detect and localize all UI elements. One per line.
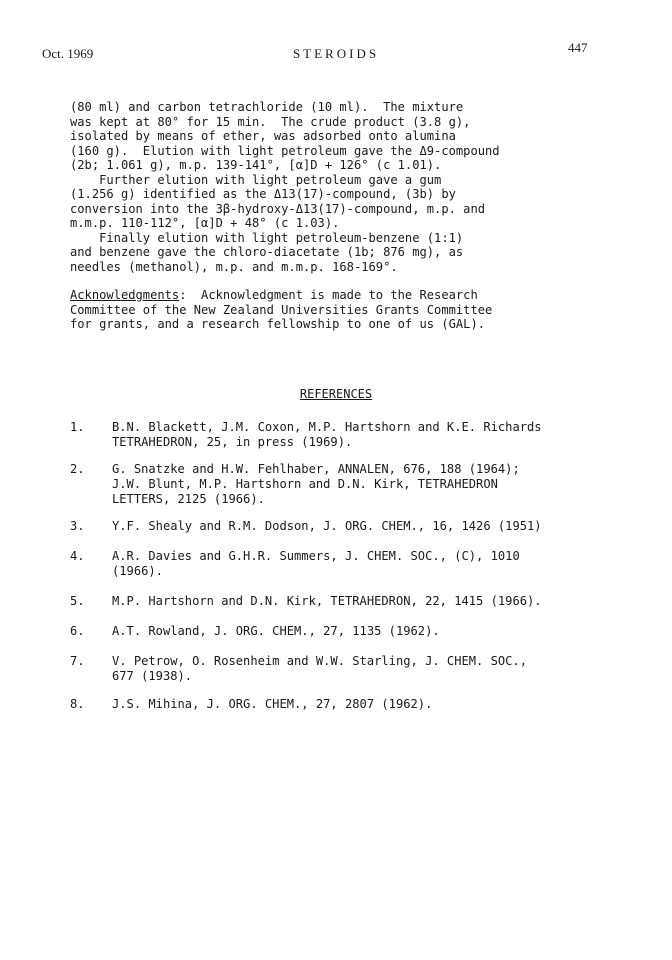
- text-line: for grants, and a research fellowship to one of us (GAL).: [70, 317, 486, 331]
- reference-line: M.P. Hartshorn and D.N. Kirk, TETRAHEDRON, 22, 1415 (1966).: [112, 594, 542, 608]
- text-line: was kept at 80° for 15 min. The crude product (3.8 g),: [70, 114, 471, 129]
- acknowledgments-line: [70, 288, 640, 303]
- page-number: 447: [568, 40, 588, 55]
- references-heading: REFERENCES: [299, 387, 373, 401]
- journal-title: STEROIDS: [292, 46, 380, 61]
- reference-number: 4.: [70, 549, 85, 563]
- reference-line: J.S. Mihina, J. ORG. CHEM., 27, 2807 (1962).: [112, 697, 433, 711]
- reference-line: 677 (1938).: [112, 669, 193, 683]
- acknowledgments-label: Acknowledgments: [70, 288, 180, 302]
- text-line: (80 ml) and carbon tetrachloride (10 ml). The mixture: [70, 100, 464, 114]
- reference-number: 8.: [70, 697, 85, 711]
- text-line: (2b; 1.061 g), m.p. 139-141°, [α]D + 126° (c 1.01).: [70, 158, 442, 172]
- reference-number: 6.: [70, 624, 85, 638]
- text-line: Committee of the New Zealand Universities Grants Committee: [70, 302, 493, 317]
- reference-line: A.R. Davies and G.H.R. Summers, J. CHEM. SOC., (C), 1010: [112, 549, 520, 563]
- reference-line: B.N. Blackett, J.M. Coxon, M.P. Hartshorn and K.E. Richards: [112, 420, 542, 434]
- reference-line: Y.F. Shealy and R.M. Dodson, J. ORG. CHEM., 16, 1426 (1951): [112, 519, 542, 533]
- page-header: [0, 40, 672, 66]
- text-line: (160 g). Elution with light petroleum gave the Δ9-compound: [70, 143, 500, 158]
- reference-line: (1966).: [112, 564, 163, 578]
- acknowledgments-text: : Acknowledgment is made to the Research: [179, 288, 478, 302]
- reference-number: 1.: [70, 420, 85, 434]
- text-line: and benzene gave the chloro-diacetate (1b; 876 mg), as: [70, 245, 464, 259]
- text-line: needles (methanol), m.p. and m.m.p. 168-169°.: [70, 259, 398, 274]
- reference-line: A.T. Rowland, J. ORG. CHEM., 27, 1135 (1962).: [112, 624, 440, 638]
- text-line: m.m.p. 110-112°, [α]D + 48° (c 1.03).: [70, 216, 340, 230]
- reference-line: V. Petrow, O. Rosenheim and W.W. Starling, J. CHEM. SOC.,: [112, 654, 528, 668]
- reference-line: LETTERS, 2125 (1966).: [112, 492, 265, 506]
- reference-line: J.W. Blunt, M.P. Hartshorn and D.N. Kirk, TETRAHEDRON: [112, 477, 498, 491]
- reference-number: 3.: [70, 519, 85, 533]
- reference-number: 5.: [70, 594, 85, 608]
- experimental-text: [70, 100, 640, 332]
- reference-number: 7.: [70, 654, 85, 668]
- text-line: isolated by means of ether, was adsorbed onto alumina: [70, 129, 456, 143]
- text-line: (1.256 g) identified as the Δ13(17)-compound, (3b) by: [70, 187, 456, 201]
- reference-line: G. Snatzke and H.W. Fehlhaber, ANNALEN, 676, 188 (1964);: [112, 462, 520, 476]
- header-date: Oct. 1969: [42, 46, 94, 61]
- text-line: Finally elution with light petroleum-benzene (1:1): [70, 230, 464, 245]
- text-line: conversion into the 3β-hydroxy-Δ13(17)-compound, m.p. and: [70, 201, 486, 216]
- reference-number: 2.: [70, 462, 85, 476]
- text-line: Further elution with light petroleum gave a gum: [70, 172, 442, 187]
- reference-line: TETRAHEDRON, 25, in press (1969).: [112, 435, 353, 449]
